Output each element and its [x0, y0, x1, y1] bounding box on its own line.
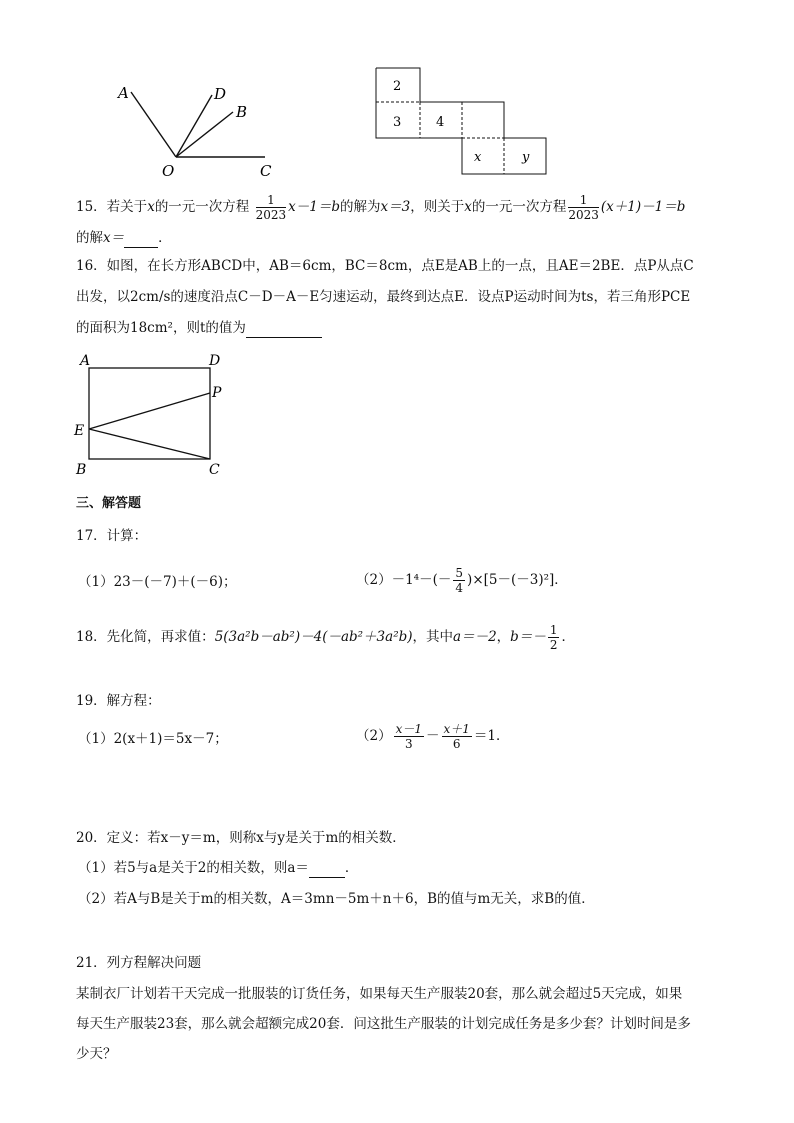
q17-p2-frac-num: 5 — [455, 566, 464, 580]
label-e: E — [74, 423, 85, 439]
net-cell-4: 4 — [436, 115, 445, 130]
q19-part2 — [356, 722, 510, 751]
q17-p2-open: (－ — [432, 572, 452, 588]
q17-p2-a: －1⁴－ — [391, 572, 433, 588]
q15-number: 15．若关于 — [76, 199, 148, 215]
ray-oa — [131, 92, 176, 157]
q15-solution: x＝3 — [380, 199, 411, 215]
q21-line1: 某制衣厂计划若干天完成一批服装的订货任务，如果每天生产服装20套，那么就会超过5天完成，如果 — [76, 986, 683, 1002]
question-16-line1: 16．如图，在长方形ABCD中，AB＝6cm，BC＝8cm，点E是AB上的一点，且AE＝2BE．点P从点C — [76, 258, 694, 274]
q15-text2: 的解为 — [340, 199, 381, 215]
label-b: B — [76, 462, 87, 478]
q19-fraction2 — [442, 722, 472, 751]
question-15-line1 — [76, 193, 685, 222]
q15-frac2-den: 2023 — [568, 208, 599, 222]
q15-line2-text: 的解 — [76, 230, 103, 246]
q19-frac1-num: x－1 — [395, 722, 422, 736]
q19-minus: － — [426, 728, 440, 744]
label-c: C — [260, 162, 272, 180]
q15-text3: ，则关于 — [410, 199, 465, 215]
q19-fraction1 — [394, 722, 424, 751]
ray-od — [176, 95, 212, 157]
q18-text1: 18．先化简，再求值： — [76, 629, 215, 645]
ray-ob — [176, 112, 233, 157]
q20-part2: （2）若A与B是关于m的相关数，A＝3mn－5m＋n＋6，B的值与m无关，求B的值． — [78, 891, 595, 907]
q18-sep: ， — [496, 629, 511, 645]
q17-part2 — [356, 566, 568, 595]
q17-part1: （1）23－(－7)＋(－6)； — [78, 574, 237, 590]
q19-frac2-den: 6 — [452, 737, 461, 751]
question-19-title: 19．解方程： — [76, 693, 161, 709]
label-d: D — [209, 353, 221, 369]
q20-answer-blank — [309, 861, 345, 878]
q18-expression: 5(3a²b－ab²)－4(－ab²＋3a²b) — [214, 629, 413, 645]
q15-fraction2 — [568, 193, 599, 222]
q15-frac2-num: 1 — [568, 193, 599, 208]
q18-fraction — [548, 623, 560, 652]
q15-var-x2: x — [464, 199, 472, 215]
label-p: P — [212, 385, 222, 401]
q20-part1-text: （1）若5与a是关于2的相关数，则a＝ — [78, 860, 309, 876]
q15-frac1-num: 1 — [256, 193, 287, 208]
q15-line2-end: ． — [158, 230, 172, 246]
q19-frac1-den: 3 — [404, 737, 413, 751]
q21-line2: 每天生产服装23套，那么就会超额完成20套．问这批生产服装的计划完成任务是多少套？计划时间是多 — [76, 1016, 691, 1032]
net-cell-y: y — [522, 150, 530, 165]
q19-p2-label: （2） — [356, 728, 392, 744]
question-20-definition: 20．定义：若x－y＝m，则称x与y是关于m的相关数． — [76, 830, 406, 846]
q16-answer-blank — [246, 321, 322, 338]
segment-ep — [89, 393, 210, 429]
q16-line3-text: 的面积为18cm²，则t的值为 — [76, 320, 246, 336]
cube-net-figure — [372, 64, 552, 180]
q17-p2-fraction — [453, 566, 465, 595]
rect-abcd — [89, 368, 210, 459]
label-a: A — [80, 353, 91, 369]
label-o: O — [162, 162, 175, 180]
q18-frac-den: 2 — [549, 638, 558, 652]
q19-frac2-num: x＋1 — [443, 722, 470, 736]
q17-p2-frac-den: 4 — [455, 581, 464, 595]
rectangle-figure — [72, 348, 232, 480]
q15-eq1-tail: x－1＝b — [288, 199, 341, 215]
net-cell-2: 2 — [393, 79, 402, 94]
q20-part1-end: ． — [344, 860, 359, 876]
q18-end: ． — [561, 629, 575, 645]
q18-frac-num: 1 — [549, 623, 558, 637]
question-16-line3 — [76, 318, 322, 338]
label-a: A — [118, 84, 129, 102]
question-17-title: 17．计算： — [76, 528, 148, 544]
q18-value-b: b＝－ — [510, 629, 546, 645]
segment-ec — [89, 429, 210, 459]
q21-line3: 少天？ — [76, 1046, 117, 1062]
label-c: C — [209, 462, 220, 478]
q19-part1: （1）2(x＋1)＝5x－7； — [78, 731, 228, 747]
question-18 — [76, 623, 575, 652]
q15-line2-var: x＝ — [103, 230, 125, 246]
q18-value-a: a＝－2 — [453, 629, 497, 645]
q15-text4: 的一元一次方程 — [471, 199, 567, 215]
q17-p2-b: ×[5－(－3)²]． — [472, 572, 568, 588]
label-b: B — [236, 103, 248, 121]
net-cell-3: 3 — [393, 115, 402, 130]
q18-text2: ，其中 — [412, 629, 454, 645]
q15-fraction1 — [256, 193, 287, 222]
net-cell-x: x — [474, 150, 482, 165]
q15-var-x: x — [147, 199, 155, 215]
q19-tail: ＝1． — [473, 728, 510, 744]
q15-frac1-den: 2023 — [255, 208, 287, 222]
question-16-line2: 出发，以2cm/s的速度沿点C－D－A－E匀速运动，最终到达点E．设点P运动时间为ts，若三角形PCE — [76, 289, 691, 305]
label-d: D — [214, 85, 227, 103]
q15-answer-blank — [124, 231, 158, 248]
question-21-title: 21．列方程解决问题 — [76, 955, 202, 971]
question-15-line2 — [76, 228, 172, 248]
angle-figure — [110, 80, 290, 180]
q15-text1: 的一元一次方程 — [154, 199, 250, 215]
q15-eq2-tail: (x＋1)－1＝b — [600, 199, 686, 215]
section-heading: 三、解答题 — [76, 496, 142, 511]
q20-part1 — [78, 858, 358, 878]
q17-p2-label: （2） — [356, 572, 392, 588]
q17-p2-close: ) — [467, 572, 473, 588]
